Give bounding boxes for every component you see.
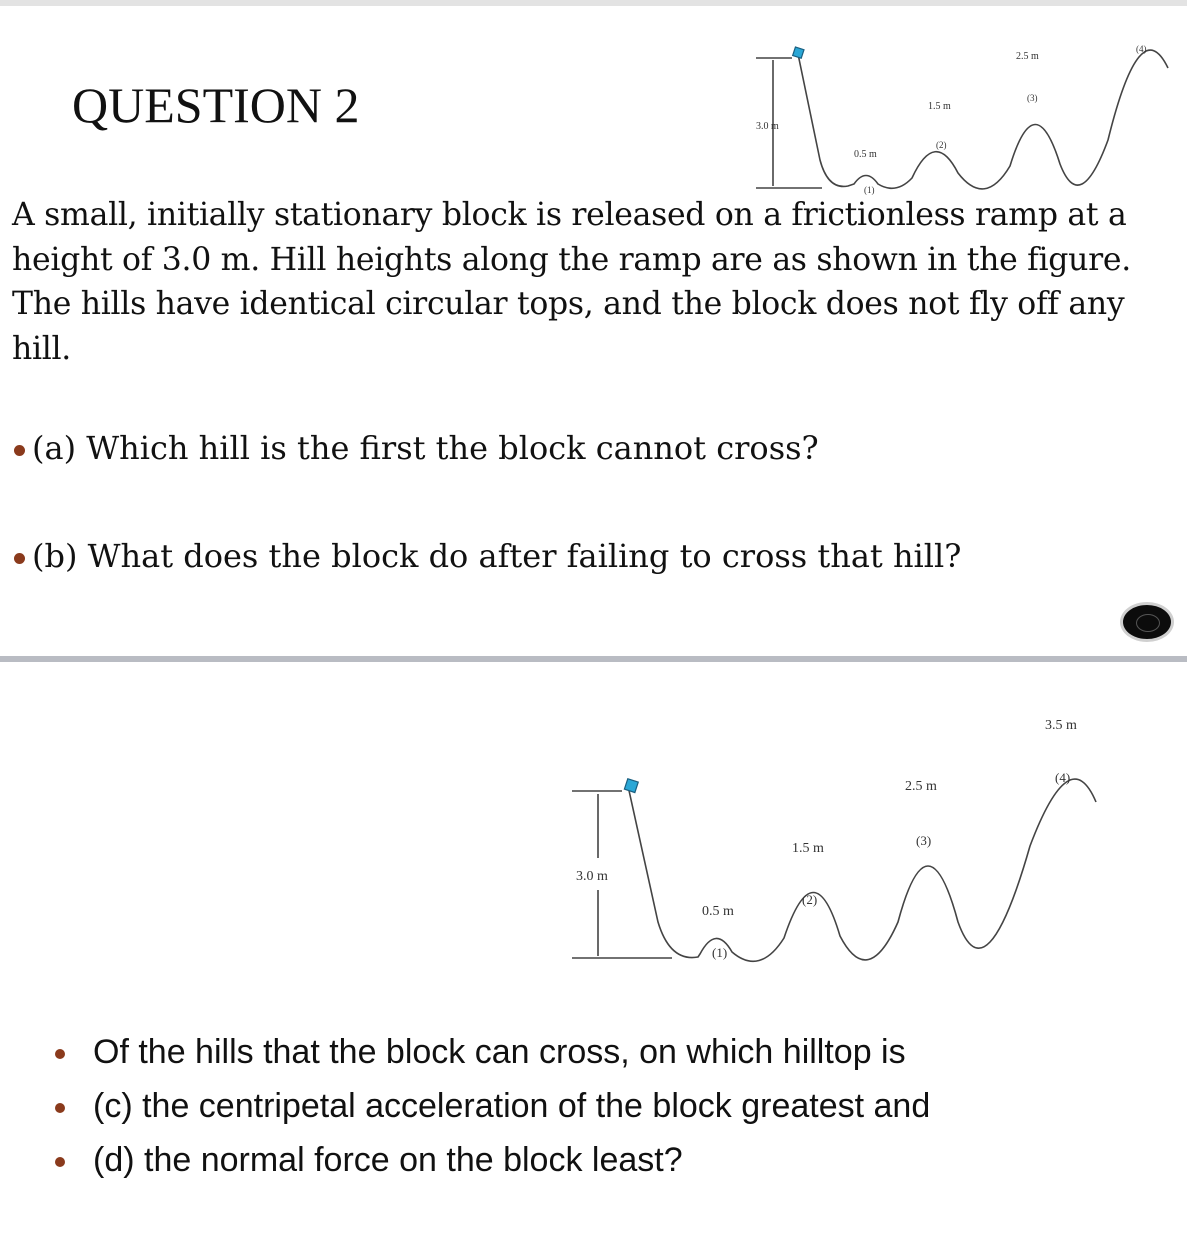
ramp-curve xyxy=(628,779,1096,961)
hill-3-number: (3) xyxy=(916,833,932,848)
hill-1-height: 0.5 m xyxy=(854,149,877,160)
hill-4-height: 3.5 m xyxy=(1045,718,1077,733)
hill-1-number: (1) xyxy=(864,185,875,195)
slide-question-2 xyxy=(0,6,1187,656)
start-height-label: 3.0 m xyxy=(576,869,608,884)
question-b-text: (b) What does the block do after failing to cross that hill? xyxy=(32,537,962,575)
follow-up-questions xyxy=(55,1025,930,1187)
hill-3-height: 2.5 m xyxy=(1016,51,1039,62)
list-item xyxy=(55,1025,930,1079)
hill-2-height: 1.5 m xyxy=(792,841,824,856)
bullet-dot xyxy=(55,1049,65,1059)
hill-2-number: (2) xyxy=(802,892,818,907)
bullet-text: Of the hills that the block can cross, on which hilltop is xyxy=(93,1033,906,1071)
ramp-figure-top xyxy=(750,10,1180,196)
record-button[interactable] xyxy=(1120,602,1174,642)
hill-3-height: 2.5 m xyxy=(905,779,937,794)
question-a-text: (a) Which hill is the first the block cannot cross? xyxy=(32,429,819,467)
sliding-block xyxy=(624,779,638,793)
slide-divider xyxy=(0,656,1187,662)
list-item xyxy=(55,1079,930,1133)
question-b xyxy=(14,536,961,576)
list-item xyxy=(55,1133,930,1187)
hill-2-height: 1.5 m xyxy=(928,101,951,112)
bullet-text: (d) the normal force on the block least? xyxy=(93,1141,683,1179)
record-icon xyxy=(1136,614,1160,632)
sliding-block xyxy=(793,47,804,58)
hill-1-height: 0.5 m xyxy=(702,904,734,919)
ramp-figure-bottom xyxy=(560,700,1120,980)
hill-4-number: (4) xyxy=(1136,44,1147,54)
question-a xyxy=(14,428,819,468)
bullet-dot xyxy=(14,553,25,564)
bullet-text: (c) the centripetal acceleration of the block greatest and xyxy=(93,1087,931,1125)
hill-1-number: (1) xyxy=(712,945,728,960)
start-height-label: 3.0 m xyxy=(756,121,779,132)
ramp-curve xyxy=(798,50,1168,189)
page-title: QUESTION 2 xyxy=(72,77,360,133)
bullet-dot xyxy=(14,445,25,456)
problem-text: A small, initially stationary block is released on a frictionless ramp at a height of 3.0 m. Hill heights along the ramp are as shown in the figure. The hills have identical circular tops, and the block does not fly off any hill. xyxy=(12,197,1131,367)
hill-4-number: (4) xyxy=(1055,770,1071,785)
hill-2-number: (2) xyxy=(936,140,947,150)
hill-3-number: (3) xyxy=(1027,93,1038,103)
bullet-dot xyxy=(55,1157,65,1167)
bullet-dot xyxy=(55,1103,65,1113)
